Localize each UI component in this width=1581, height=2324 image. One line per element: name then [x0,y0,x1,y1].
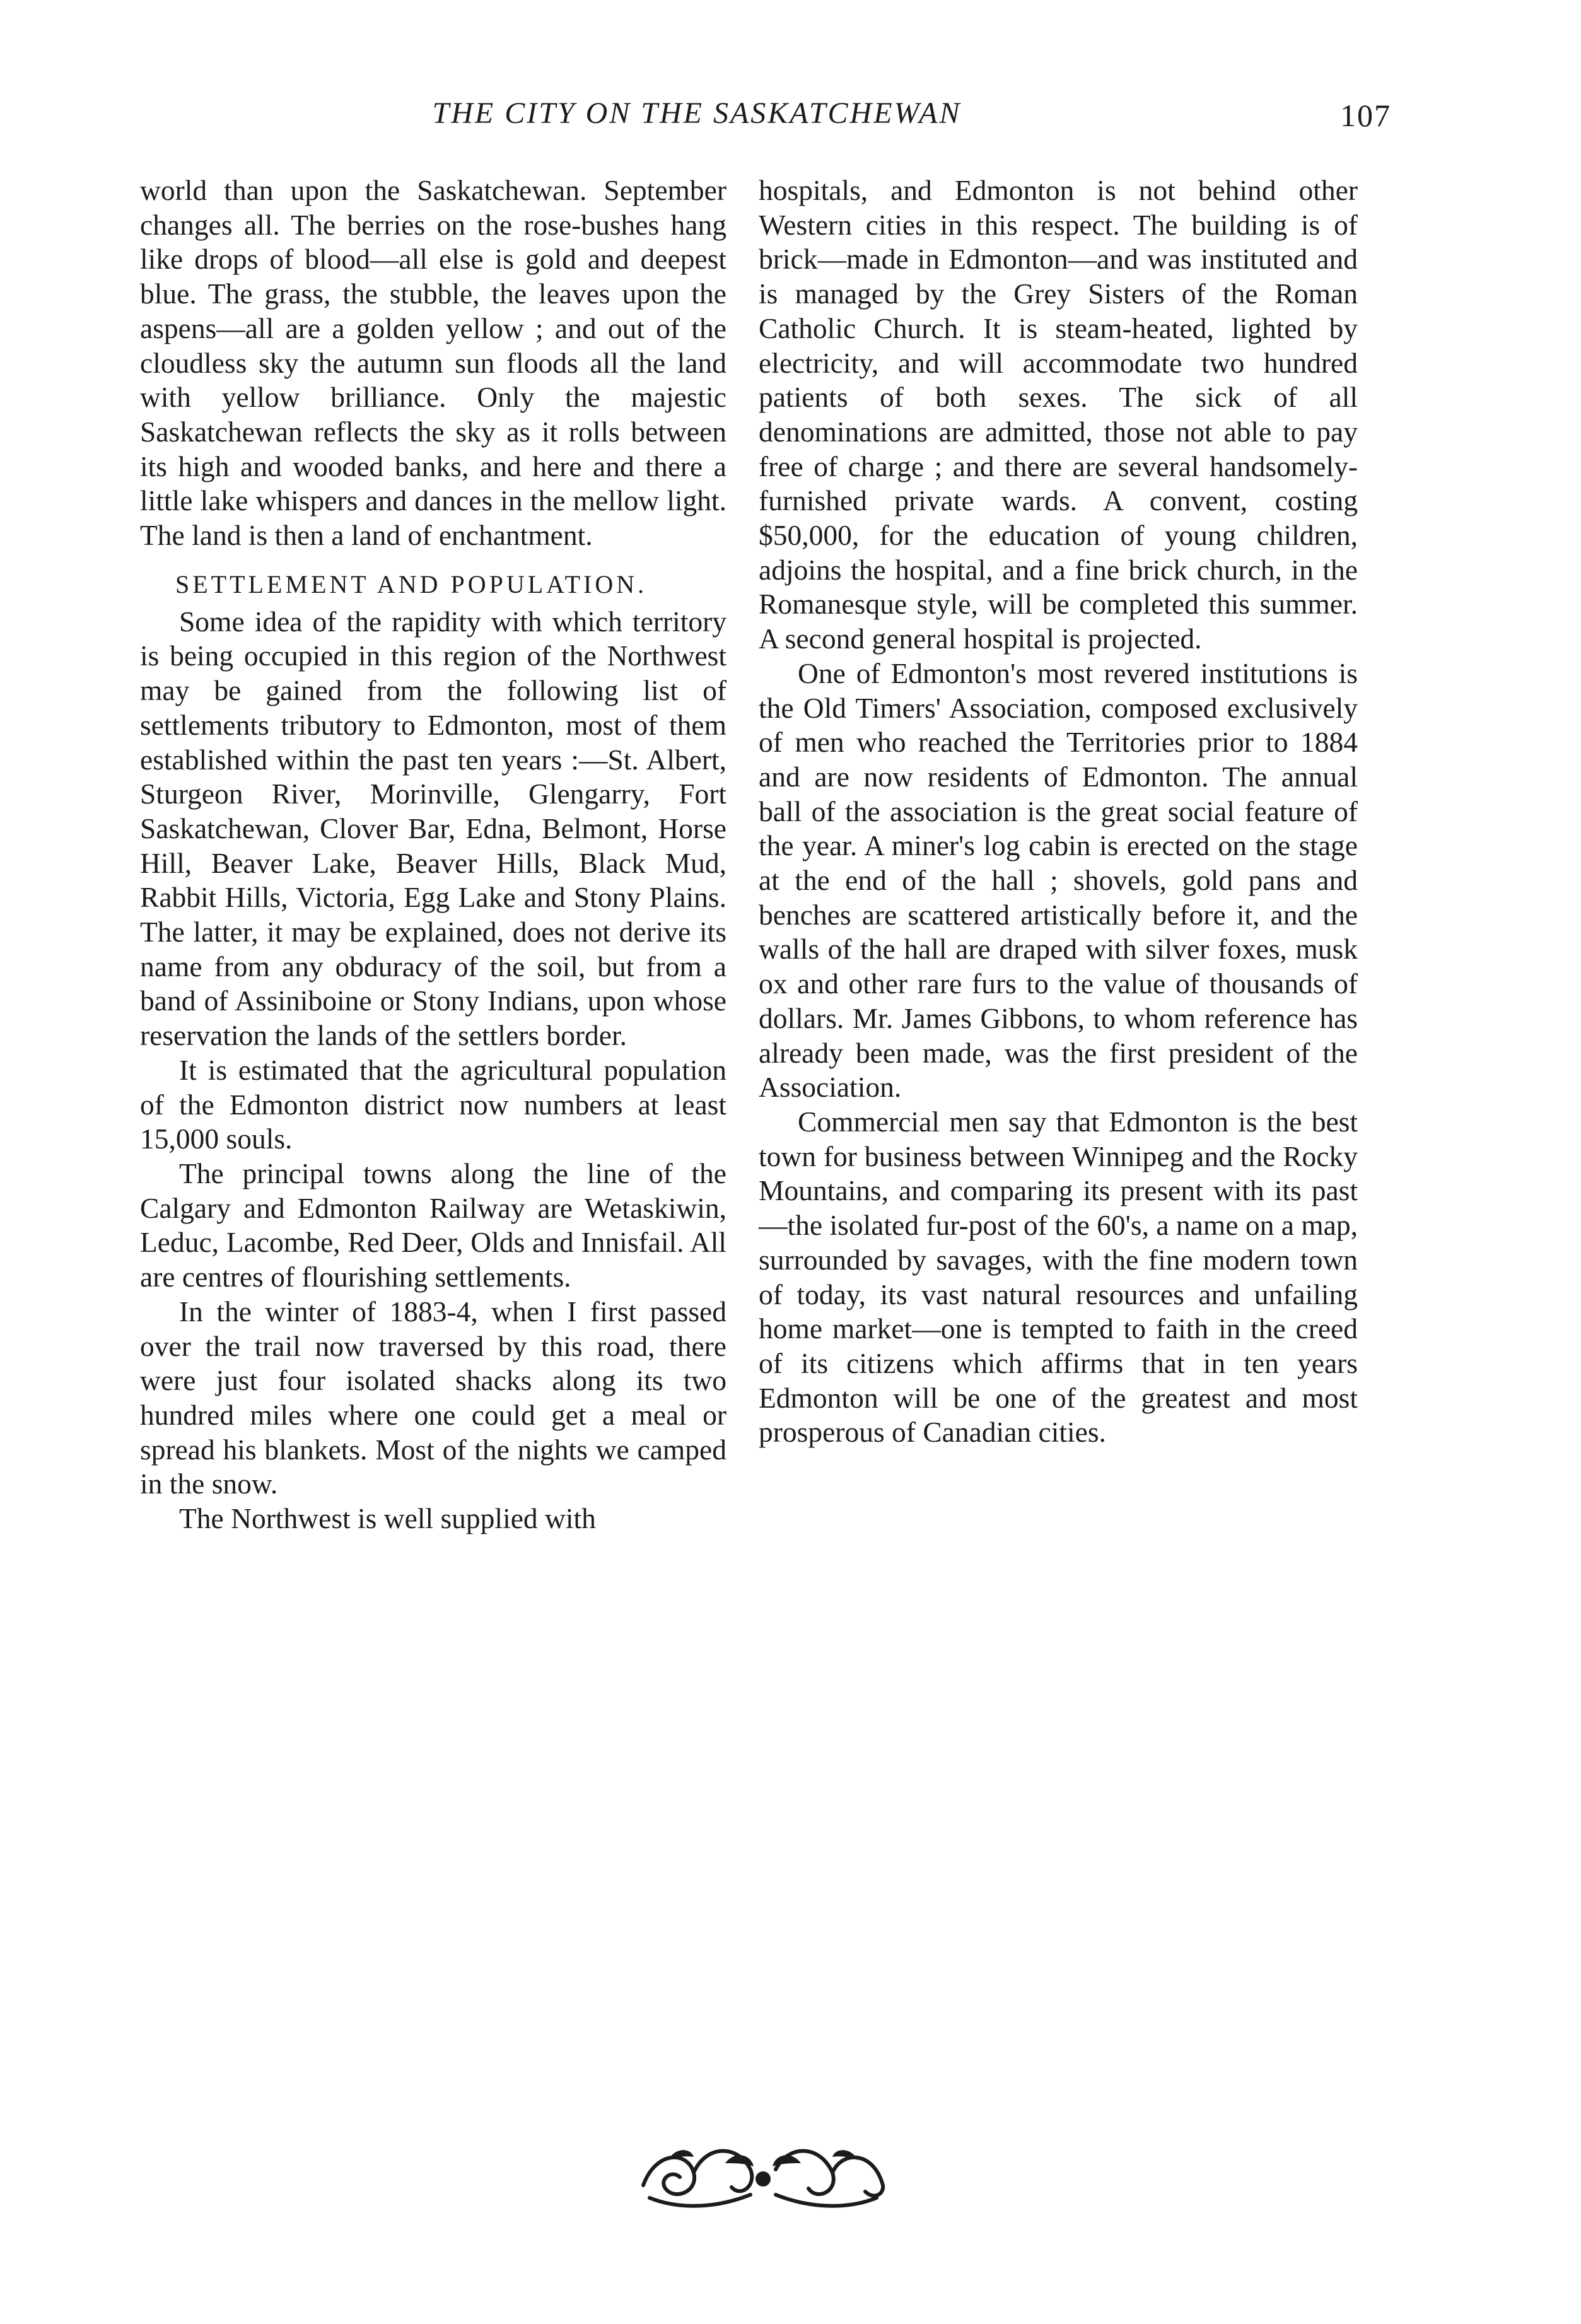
running-title: THE CITY ON THE SASKATCHEWAN [432,96,962,130]
page-header [145,96,1406,140]
paragraph: world than upon the Saskatchewan. September changes all. The berries on the rose-bushes hang like drops of blood—all else is gold and deepest blue. The grass, the stubble, the leaves upon the aspens—all are a golden yellow ; and out of the cloudless sky the autumn sun floods all the land with yellow brilliance. Only the majestic Saskatchewan reflects the sky as it rolls between its high and wooded banks, and here and there a little lake whispers and dances in the mellow light. The land is then a land of enchantment. [140,174,726,552]
section-heading: SETTLEMENT AND POPULATION. [175,569,648,599]
paragraph: The Northwest is well supplied with [179,1502,596,1535]
decorative-scroll-ornament-icon [631,2125,896,2220]
paragraph: Some idea of the rapidity with which territory is being occupied in this region of the Northwest may be gained from the following list of settlements tributory to Edmonton, most of them established within the past ten years :—St. Albert, Sturgeon River, Morinville, Glengarry, Fort Saskatchewan, Clover Bar, Edna, Belmont, Horse Hill, Beaver Lake, Beaver Hills, Black Mud, Rabbit Hills, Victoria, Egg Lake and Stony Plains. The latter, it may be explained, does not derive its name from any obduracy of the soil, but from a band of Assiniboine or Stony Indians, upon whose reservation the lands of the settlers border. [140,605,726,1052]
left-column [140,173,726,1536]
paragraph: Commercial men say that Edmonton is the best town for business between Winnipeg and the Rocky Mountains, and comparing its present with its past—the isolated fur-post of the 60's, a name on a map, surrounded by savages, with the fine modern town of today, its vast natural resources and unfailing home market—one is tempted to faith in the creed of its citizens which affirms that in ten years Edmonton will be one of the greatest and most prosperous of Canadian cities. [759,1105,1358,1449]
paragraph: In the winter of 1883-4, when I first passed over the trail now traversed by this road, there were just four isolated shacks along its two hundred miles where one could get a meal or spread his blankets. Most of the nights we camped in the snow. [140,1295,726,1500]
paragraph: The principal towns along the line of the Calgary and Edmonton Railway are Wetaskiwin, Leduc, Lacombe, Red Deer, Olds and Innisfail. All are centres of flourishing settlements. [140,1157,726,1293]
paragraph: One of Edmonton's most revered institutions is the Old Timers' Association, composed exclusively of men who reached the Territories prior to 1884 and are now residents of Edmonton. The annual ball of the association is the great social feature of the year. A miner's log cabin is erected on the stage at the end of the hall ; shovels, gold pans and benches are scattered artistically before it, and the walls of the hall are draped with silver foxes, musk ox and other rare furs to the value of thousands of dollars. Mr. James Gibbons, to whom reference has already been made, was the first president of the Association. [759,657,1358,1104]
page-number: 107 [1340,98,1391,133]
paragraph: It is estimated that the agricultural population of the Edmonton district now numbers at least 15,000 souls. [140,1053,726,1155]
paragraph: hospitals, and Edmonton is not behind other Western cities in this respect. The building is of brick—made in Edmonton—and was instituted and is managed by the Grey Sisters of the Roman Catholic Church. It is steam-heated, lighted by electricity, and will accommodate two hundred patients of both sexes. The sick of all denominations are admitted, those not able to pay free of charge ; and there are several handsomely-furnished private wards. A convent, costing $50,000, for the education of young children, adjoins the hospital, and a fine brick church, in the Romanesque style, will be completed this summer. A second general hospital is projected. [759,174,1358,655]
right-column [759,173,1358,1450]
